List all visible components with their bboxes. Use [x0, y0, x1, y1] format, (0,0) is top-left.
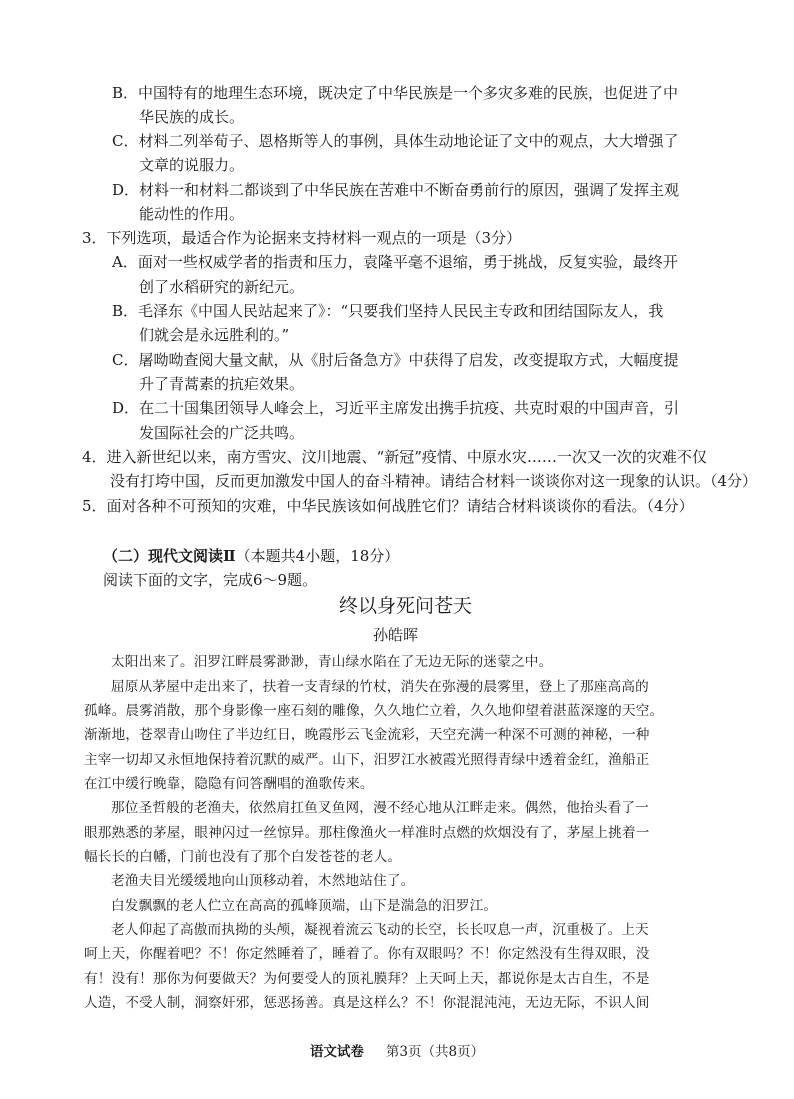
article-line: 呵上天，你醒着吧？不！你定然睡着了，睡着了。你有双眼吗？不！你定然没有生得双眼，没	[84, 946, 650, 962]
q3-option-c-line2: 升了青蒿素的抗疟效果。	[139, 375, 305, 393]
article-line: 在江中缓行晚靠，隐隐有问答酬唱的渔歌传来。	[84, 776, 374, 792]
q3-option-b-line1: B．毛泽东《中国人民站起来了》：“只要我们坚持人民民主专政和团结国际友人，我	[112, 302, 664, 320]
article-line: 主宰一切却又永恒地保持着沉默的威严。山下，汨罗江水被霞光照得青绿中透着金红，渔船正	[84, 752, 650, 768]
article-line: 人造，不受人制，洞察奸邪，惩恶扬善。真是这样么？不！你混混沌沌，无边无际，不识人间	[84, 995, 650, 1011]
article-line: 老人仰起了高傲而执拗的头颅，凝视着流云飞动的长空，长长叹息一声，沉重极了。上天	[111, 922, 649, 938]
article-line: 渐渐地，苍翠青山吻住了半边红日，晚霞彤云飞金流彩，天空充满一种深不可测的神秘，一种	[84, 727, 650, 743]
footer-page-number: 第3页（共8页）	[385, 1044, 485, 1060]
q3-option-c-line1: C．屠呦呦查阅大量文献，从《肘后备急方》中获得了启发，改变提取方式，大幅度提	[112, 351, 679, 369]
q4-line2: 没有打垮中国，反而更加激发中国人的奋斗精神。请结合材料一谈谈你对这一现象的认识。（4分）	[110, 472, 758, 490]
article-line: 孤峰。晨雾消散，那个身影像一座石刻的雕像，久久地伫立着，久久地仰望着湛蓝深邃的天空。	[84, 703, 664, 719]
section-instruction: 阅读下面的文字，完成6～9题。	[103, 571, 318, 589]
q5-line1: 5．面对各种不可预知的灾难，中华民族该如何战胜它们？请结合材料谈谈你的看法。（4分）	[82, 497, 694, 515]
article-line: 屈原从茅屋中走出来了，扶着一支青绿的竹杖，消失在弥漫的晨雾里，登上了那座高高的	[111, 679, 649, 695]
article-author: 孙皓晖	[373, 626, 419, 644]
q3-option-a-line2: 创了水稻研究的新纪元。	[139, 278, 305, 296]
q3-option-d-line2: 发国际社会的广泛共鸣。	[139, 424, 305, 442]
q2-option-b-line2: 华民族的成长。	[139, 108, 245, 126]
section-heading-label: （二）现代文阅读Ⅱ	[103, 547, 236, 565]
article-title: 终以身死问苍天	[339, 595, 473, 617]
article-line: 幅长长的白幡，门前也没有了那个白发苍苍的老人。	[84, 849, 402, 865]
article-line: 白发飘飘的老人伫立在高高的孤峰顶端，山下是湍急的汨罗江。	[111, 898, 498, 914]
q2-option-b-line1: B．中国特有的地理生态环境，既决定了中华民族是一个多灾多难的民族，也促进了中	[112, 84, 679, 102]
article-line: 有！没有！那你为何要做天？为何要受人的顶礼膜拜？上天呵上天，都说你是太古自生，不是	[84, 971, 650, 987]
q3-option-b-line2: 们就会是永远胜利的。”	[139, 326, 290, 344]
article-line: 太阳出来了。汨罗江畔晨雾渺渺，青山绿水陷在了无边无际的迷蒙之中。	[111, 654, 553, 670]
page-footer	[0, 1040, 794, 1060]
q3-option-d-line1: D．在二十国集团领导人峰会上，习近平主席发出携手抗疫、共克时艰的中国声音，引	[112, 399, 680, 417]
section-heading-info: （本题共4小题，18分）	[235, 547, 400, 565]
q3-stem: 3．下列选项，最适合作为论据来支持材料一观点的一项是（3分）	[82, 229, 522, 247]
article-line: 老渔夫目光缓缓地向山顶移动着，木然地站住了。	[111, 873, 415, 889]
q2-option-d-line2: 能动性的作用。	[139, 205, 245, 223]
q2-option-c-line1: C．材料二列举荀子、恩格斯等人的事例，具体生动地论证了文中的观点，大大增强了	[112, 132, 679, 150]
article-line: 那位圣哲般的老渔夫，依然肩扛鱼叉鱼网，漫不经心地从江畔走来。偶然，他抬头看了一	[111, 800, 649, 816]
q2-option-d-line1: D．材料一和材料二都谈到了中华民族在苦难中不断奋勇前行的原因，强调了发挥主观	[112, 181, 680, 199]
section-heading	[103, 546, 399, 566]
q2-option-c-line2: 文章的说服力。	[139, 156, 245, 174]
q3-option-a-line1: A．面对一些权威学者的指责和压力，袁隆平毫不退缩，勇于挑战，反复实验，最终开	[112, 253, 678, 271]
article-line: 眼那熟悉的茅屋，眼神闪过一丝惊异。那柱像渔火一样准时点燃的炊烟没有了，茅屋上挑着一	[84, 825, 650, 841]
q4-line1: 4．进入新世纪以来，南方雪灾、汶川地震、“新冠”疫情、中原水灾……一次又一次的灾难不仅	[82, 448, 707, 466]
footer-subject: 语文试卷	[309, 1044, 364, 1060]
